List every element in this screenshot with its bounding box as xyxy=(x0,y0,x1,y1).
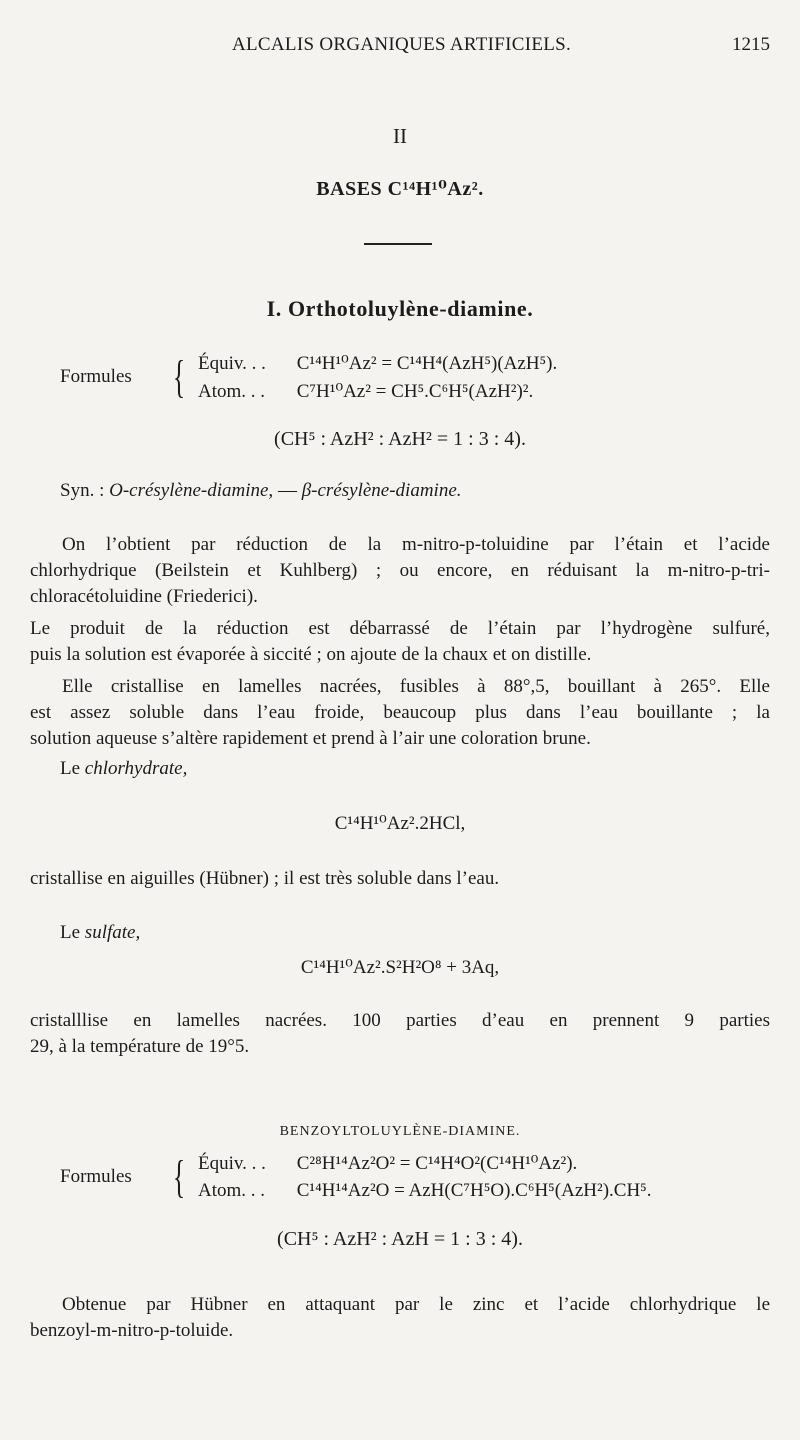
sulfate-formula: C¹⁴H¹⁰Az².S²H²O⁸ + 3Aq, xyxy=(300,957,500,978)
text-line: chlorhydrique (Beilstein et Kuhlberg) ; ou encore, en réduisant la m-nitro-p-tri- xyxy=(30,560,770,581)
synonym-2: β-crésylène-diamine. xyxy=(301,480,462,501)
syn-prefix: Syn. : xyxy=(60,480,105,501)
text-line: est assez soluble dans l’eau froide, beaucoup plus dans l’eau bouillante ; la xyxy=(30,702,770,723)
chlorhydrate-formula: C¹⁴H¹⁰Az².2HCl, xyxy=(334,813,466,834)
atom-formula: C¹⁴H¹⁴Az²O = AzH(C⁷H⁵O).C⁶H⁵(AzH²).CH⁵. xyxy=(296,1180,652,1201)
text-line: Le produit de la réduction est débarrassé de l’étain par l’hydrogène sulfuré, xyxy=(30,618,770,639)
text-line: cristalllise en lamelles nacrées. 100 parties d’eau en prennent 9 parties xyxy=(30,1010,770,1031)
atom-formula: C⁷H¹⁰Az² = CH⁵.C⁶H⁵(AzH²)². xyxy=(296,381,534,402)
equiv-formula: C²⁸H¹⁴Az²O² = C¹⁴H⁴O²(C¹⁴H¹⁰Az²). xyxy=(296,1153,578,1174)
sulfate-text xyxy=(30,1008,770,1060)
text-line: Obtenue par Hübner en attaquant par le zinc et l’acide chlorhydrique le xyxy=(62,1294,770,1315)
text-line: Elle cristallise en lamelles nacrées, fusibles à 88°,5, bouillant à 265°. Elle xyxy=(62,676,770,697)
text-line: benzoyl-m-nitro-p-toluide. xyxy=(30,1320,234,1341)
section-heading: BASES C¹⁴H¹⁰Az². xyxy=(316,178,484,200)
atom-formula-row xyxy=(198,380,533,403)
text-line: 29, à la température de 19°5. xyxy=(30,1036,250,1057)
brace-icon: { xyxy=(173,351,186,402)
text-line: solution aqueuse s’altère rapidement et prend à l’air une coloration brune. xyxy=(30,728,591,749)
formula-label: Formules xyxy=(60,366,132,387)
salt-name: chlorhydrate, xyxy=(84,758,188,779)
equiv-label: Équiv. . . xyxy=(198,1153,266,1174)
paragraph-preparation xyxy=(30,532,770,610)
text-line: cristallise en aiguilles (Hübner) ; il est très soluble dans l’eau. xyxy=(30,868,500,889)
ratio-line: (CH⁵ : AzH² : AzH = 1 : 3 : 4). xyxy=(277,1228,523,1250)
syn-separator: — xyxy=(277,480,297,501)
chlorhydrate-label xyxy=(60,758,187,780)
text-line: puis la solution est évaporée à siccité ; on ajoute de la chaux et on distille. xyxy=(30,644,592,665)
text-line: On l’obtient par réduction de la m-nitro-p-toluidine par l’étain et l’acide xyxy=(62,534,770,555)
synonym-1: O-crésylène-diamine, xyxy=(109,480,274,501)
paragraph-properties xyxy=(30,674,770,752)
ratio-line: (CH⁵ : AzH² : AzH² = 1 : 3 : 4). xyxy=(274,428,526,450)
section-number: II xyxy=(393,124,407,148)
equiv-formula-row xyxy=(198,352,557,375)
formula-block xyxy=(60,352,760,408)
chlorhydrate-text xyxy=(30,866,770,892)
label-prefix: Le xyxy=(60,922,81,943)
paragraph-purification xyxy=(30,616,770,668)
page-number: 1215 xyxy=(732,34,770,55)
running-head xyxy=(232,34,770,60)
atom-label: Atom. . . xyxy=(198,1180,266,1201)
text-line: chloracétoluidine (Friederici). xyxy=(30,586,258,607)
equiv-label: Équiv. . . xyxy=(198,353,266,374)
atom-formula-row xyxy=(198,1180,652,1202)
equiv-formula: C¹⁴H¹⁰Az² = C¹⁴H⁴(AzH⁵)(AzH⁵). xyxy=(296,353,558,374)
brace-icon: { xyxy=(173,1151,186,1202)
subsection-title: BENZOYLTOLUYLÈNE-DIAMINE. xyxy=(279,1124,521,1139)
section-divider xyxy=(364,243,432,245)
running-title: ALCALIS ORGANIQUES ARTIFICIELS. xyxy=(232,34,572,55)
sulfate-label xyxy=(60,922,140,944)
salt-name: sulfate, xyxy=(84,922,141,943)
label-prefix: Le xyxy=(60,758,81,779)
equiv-formula-row xyxy=(198,1152,577,1175)
formula-block xyxy=(60,1152,760,1208)
formula-label: Formules xyxy=(60,1166,132,1187)
atom-label: Atom. . . xyxy=(198,381,266,402)
paragraph-benzoyl xyxy=(30,1292,770,1344)
synonyms-line xyxy=(60,480,462,502)
subsection-title: I. Orthotoluylène-diamine. xyxy=(266,296,534,321)
